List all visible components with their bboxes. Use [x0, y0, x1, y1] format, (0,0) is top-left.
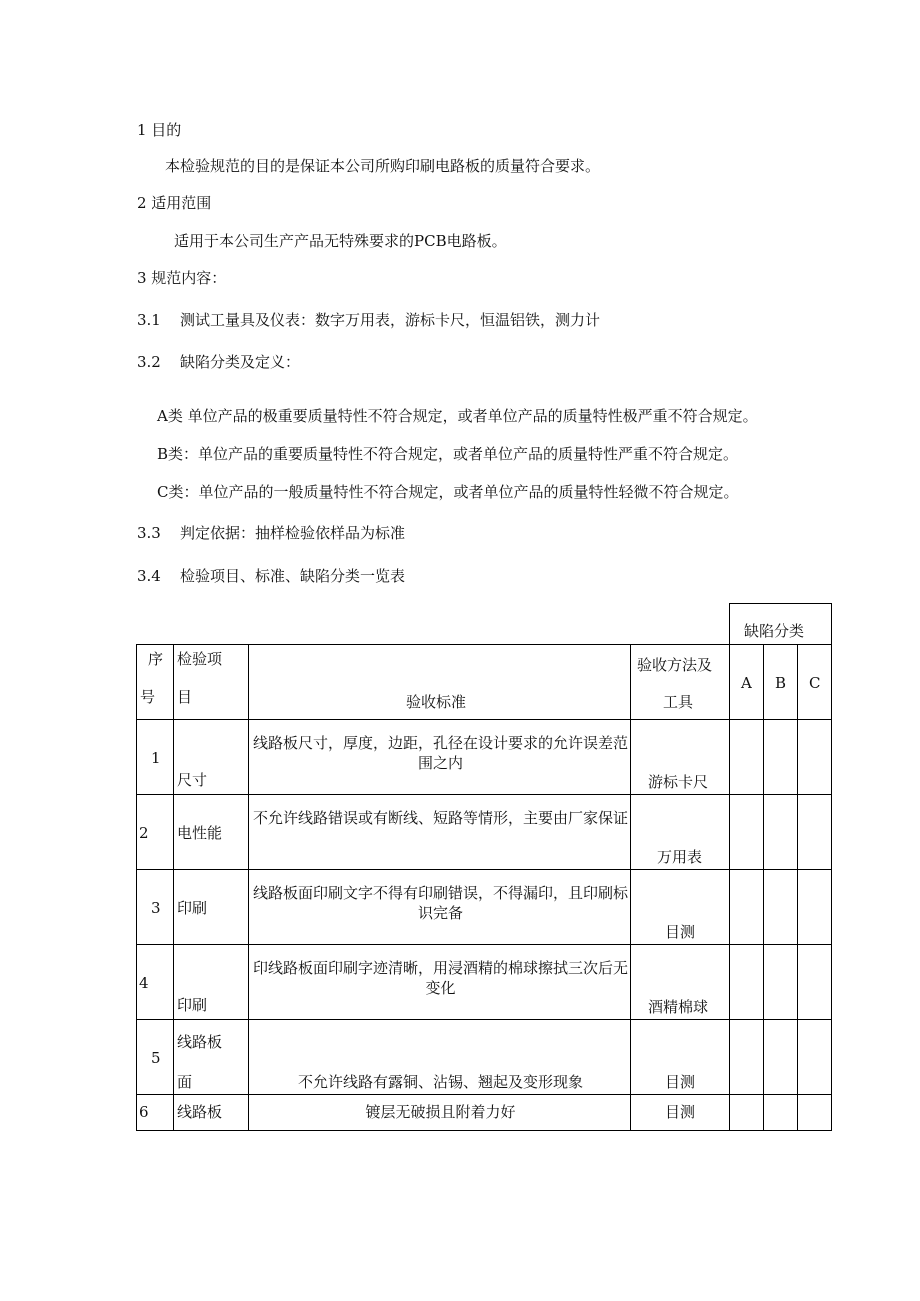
section-2-body: 适用于本公司生产产品无特殊要求的PCB电路板。 [174, 232, 507, 250]
clause-3-2-number: 3.2 [137, 353, 161, 371]
table-row [137, 720, 832, 795]
section-1-body: 本检验规范的目的是保证本公司所购印刷电路板的质量符合要求。 [165, 157, 601, 175]
row-standard: 镀层无破损且附着力好 [365, 1103, 516, 1121]
row-item: 尺寸 [177, 771, 208, 789]
defect-class-header: 缺陷分类 [744, 622, 805, 640]
header-method: 验收方法及 工具 [631, 645, 730, 720]
row-seq: 3 [151, 899, 161, 917]
row-item: 电性能 [177, 824, 223, 842]
row-method: 万用表 [657, 848, 703, 866]
defect-class-c: C类：单位产品的一般质量特性不符合规定，或者单位产品的质量特性轻微不符合规定。 [157, 483, 739, 501]
row-standard: 线路板尺寸，厚度，边距，孔径在设计要求的允许误差范围之内 [253, 734, 629, 772]
header-class-c: C [798, 645, 832, 720]
row-method: 酒精棉球 [648, 998, 709, 1016]
row-item: 印刷 [177, 996, 208, 1014]
row-standard: 不允许线路错误或有断线、短路等情形，主要由厂家保证 [253, 809, 629, 827]
row-seq: 4 [139, 974, 149, 992]
row-item: 印刷 [177, 899, 208, 917]
row-standard: 线路板面印刷文字不得有印刷错误，不得漏印，且印刷标识完备 [253, 884, 629, 922]
row-seq: 1 [151, 749, 161, 767]
header-class-a: A [730, 645, 764, 720]
clause-3-2-text: 缺陷分类及定义： [180, 353, 301, 371]
clause-3-1-text: 测试工量具及仪表：数字万用表，游标卡尺，恒温铝铁，测力计 [180, 311, 601, 329]
row-seq: 6 [139, 1103, 149, 1121]
inspection-table [136, 603, 832, 1131]
table-row [137, 1020, 832, 1095]
clause-3-3-number: 3.3 [137, 524, 161, 542]
section-1-title: 1 目的 [137, 121, 182, 139]
header-standard: 验收标准 [249, 645, 631, 720]
row-method: 目测 [665, 1073, 696, 1091]
row-item: 线路板 [177, 1033, 223, 1051]
clause-3-1-number: 3.1 [137, 311, 161, 329]
header-class-b: B [764, 645, 798, 720]
table-row [137, 795, 832, 870]
row-standard: 印线路板面印刷字迹清晰，用浸酒精的棉球擦拭三次后无变化 [253, 959, 629, 997]
row-seq: 5 [151, 1049, 161, 1067]
defect-class-a: A类 单位产品的极重要质量特性不符合规定，或者单位产品的质量特性极严重不符合规定。 [157, 407, 758, 425]
defect-class-header-cell [730, 604, 832, 645]
section-3-title: 3 规范内容： [137, 269, 227, 287]
defect-class-b: B类：单位产品的重要质量特性不符合规定，或者单位产品的质量特性严重不符合规定。 [157, 445, 739, 463]
row-method: 目测 [665, 1103, 696, 1121]
section-2-title: 2 适用范围 [137, 194, 212, 212]
table-top-spacer [137, 604, 730, 645]
row-standard: 不允许线路有露铜、沾锡、翘起及变形现象 [297, 1073, 583, 1091]
table-row [137, 1095, 832, 1131]
clause-3-4-text: 检验项目、标准、缺陷分类一览表 [180, 567, 406, 585]
table-row [137, 870, 832, 945]
row-seq: 2 [139, 824, 149, 842]
table-row [137, 945, 832, 1020]
row-method: 目测 [665, 923, 696, 941]
table-header-row [137, 645, 832, 720]
clause-3-3-text: 判定依据：抽样检验依样品为标准 [180, 524, 406, 542]
row-method: 游标卡尺 [648, 773, 709, 791]
clause-3-4-number: 3.4 [137, 567, 161, 585]
row-item: 线路板 [177, 1103, 223, 1121]
row-item-continued: 面 [177, 1073, 193, 1091]
header-seq: 序 号 [137, 645, 174, 720]
header-item: 检验项 目 [174, 645, 249, 720]
